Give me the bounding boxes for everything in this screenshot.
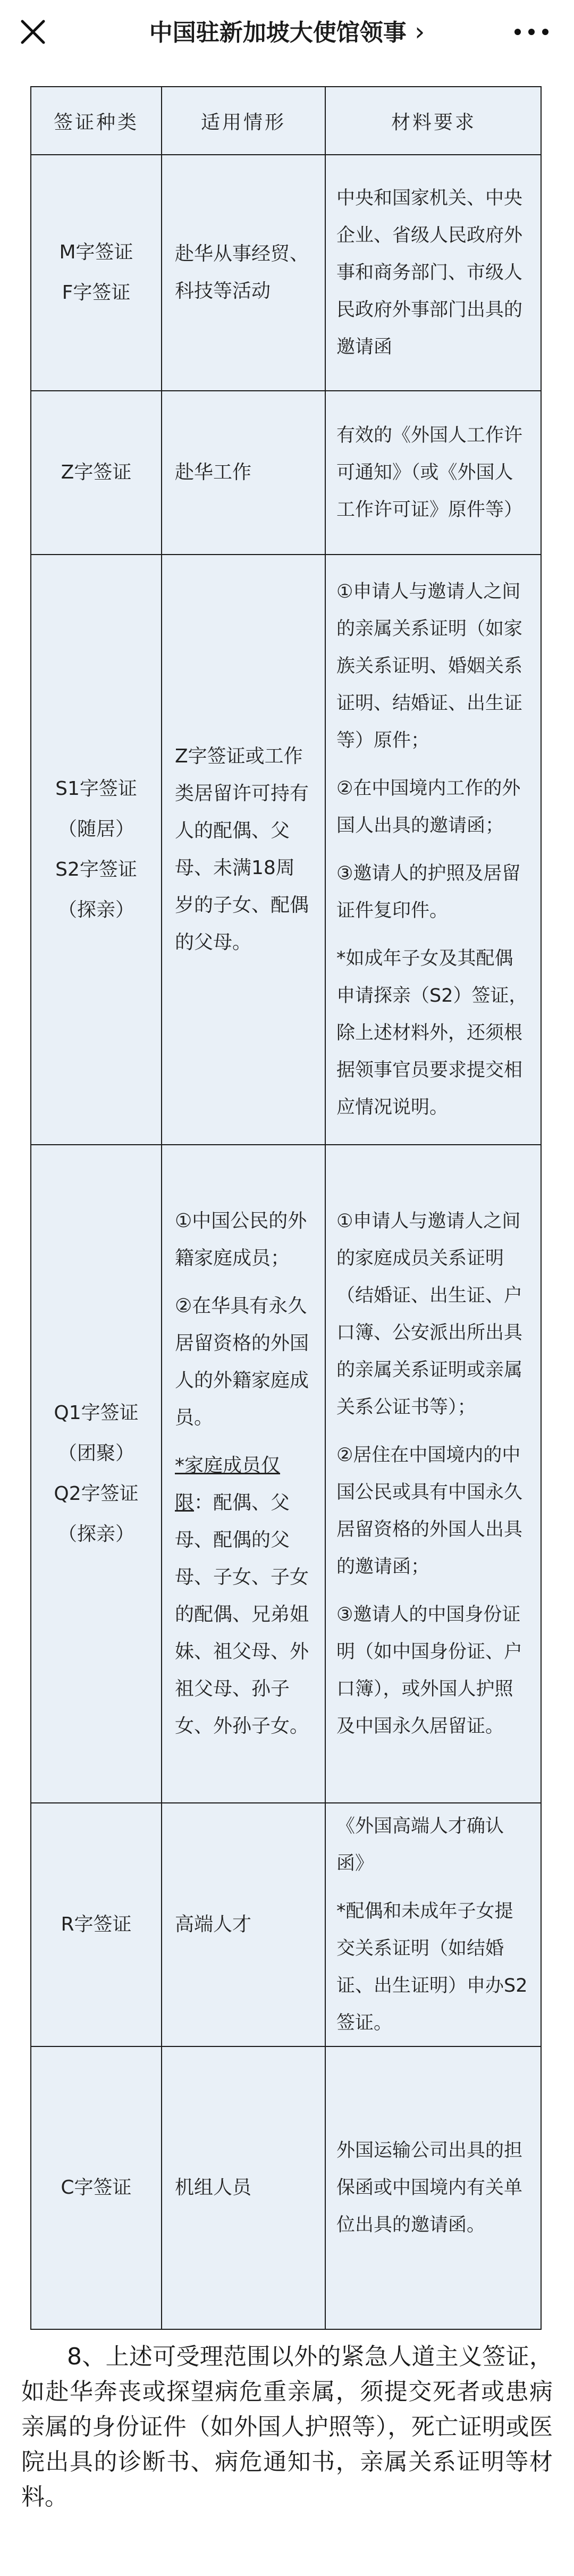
table-row <box>31 155 541 390</box>
materials-text: ①申请人与邀请人之间的亲属关系证明（如家族关系证明、婚姻关系证明、结婚证、出生证等）原件； <box>336 581 523 751</box>
visa-type: F字签证 <box>62 282 131 304</box>
materials-text: ③邀请人的中国身份证明（如中国身份证、户口簿），或外国人护照及中国永久居留证。 <box>336 1604 523 1737</box>
nav-bar <box>0 0 574 64</box>
materials-text: ②居住在中国境内的中国公民或具有中国永久居留资格的外国人出具的邀请函； <box>336 1445 523 1578</box>
materials-cell <box>326 155 542 390</box>
table-row <box>31 1803 541 2046</box>
materials-text: 《外国高端人才确认函》 <box>336 1816 504 1874</box>
situation-cell <box>162 1145 325 1802</box>
table-row <box>31 1145 541 1802</box>
materials-note: *配偶和未成年子女提交关系证明（如结婚证、出生证明）申办S2签证。 <box>336 1901 528 2034</box>
materials-text: ③邀请人的护照及居留证件复印件。 <box>336 863 521 921</box>
materials-cell <box>326 2047 542 2328</box>
visa-type: S2字签证 <box>55 859 137 880</box>
situation-cell <box>162 2047 325 2328</box>
situation-cell <box>162 1803 325 2046</box>
materials-cell <box>326 555 542 1144</box>
visa-type: （探亲） <box>57 899 134 921</box>
visa-type-cell <box>31 155 161 390</box>
visa-type-cell <box>31 1803 161 2046</box>
situation-note <box>175 1447 312 1745</box>
visa-type-cell <box>31 1145 161 1802</box>
visa-type: Q2字签证 <box>54 1483 139 1505</box>
situation-text: ①中国公民的外籍家庭成员； <box>175 1210 307 1269</box>
visa-type-cell <box>31 555 161 1144</box>
situation-cell <box>162 155 325 390</box>
materials-cell <box>326 391 542 554</box>
table-row <box>31 391 541 554</box>
more-options-icon[interactable] <box>505 16 558 48</box>
header-visa-type: 签证种类 <box>53 111 139 133</box>
visa-type-cell <box>31 2047 161 2328</box>
situation-text: Z字签证或工作类居留许可持有人的配偶、父母、未满18周岁的子女、配偶的父母。 <box>175 745 309 953</box>
materials-cell <box>326 1803 542 2046</box>
visa-requirements-table <box>30 86 542 2330</box>
situation-cell <box>162 555 325 1144</box>
close-icon[interactable] <box>11 10 55 54</box>
materials-text: 中央和国家机关、中央企业、省级人民政府外事和商务部门、市级人民政府外事部门出具的邀请函 <box>336 188 523 358</box>
situation-text: 高端人才 <box>175 1914 252 1935</box>
visa-type: Q1字签证 <box>54 1402 139 1424</box>
visa-type: R字签证 <box>61 1914 132 1935</box>
visa-type: （团聚） <box>57 1442 134 1464</box>
visa-type: （随居） <box>57 818 134 840</box>
header-materials: 材料要求 <box>391 111 476 133</box>
visa-type: S1字签证 <box>55 778 137 800</box>
table-row <box>31 2047 541 2328</box>
table-row <box>31 555 541 1144</box>
materials-cell <box>326 1145 542 1802</box>
situation-cell <box>162 391 325 554</box>
footnote-paragraph: 8、上述可受理范围以外的紧急人道主义签证，如赴华奔丧或探望病危重亲属，须提交死者或患病亲属的身份证件（如外国人护照等），死亡证明或医院出具的诊断书、病危通知书，亲属关系证明等材料。 <box>21 2343 553 2511</box>
materials-text: ①申请人与邀请人之间的家庭成员关系证明（结婚证、出生证、户口簿、公安派出所出具的亲属关系证明或亲属关系公证书等）； <box>336 1211 523 1418</box>
page-title-link[interactable] <box>117 15 457 50</box>
chevron-right-icon: › <box>415 17 425 47</box>
header-situation: 适用情形 <box>200 111 286 133</box>
situation-note-text: ：配偶、父母、配偶的父母、子女、子女的配偶、兄弟姐妹、祖父母、外祖父母、孙子女、外孙子女。 <box>175 1492 309 1737</box>
visa-type-cell <box>31 391 161 554</box>
situation-text: 赴华从事经贸、科技等活动 <box>175 243 309 302</box>
page-title: 中国驻新加坡大使馆领事 <box>149 19 407 46</box>
materials-text: 外国运输公司出具的担保函或中国境内有关单位出具的邀请函。 <box>336 2139 523 2236</box>
materials-note: *如成年子女及其配偶申请探亲（S2）签证，除上述材料外，还须根据领事官员要求提交相应情况说明。 <box>336 948 528 1118</box>
situation-note-label: *家庭成员仅限 <box>175 1455 281 1514</box>
visa-type: （探亲） <box>57 1523 134 1545</box>
materials-text: 有效的《外国人工作许可通知》（或《外国人工作许可证》原件等） <box>336 425 523 521</box>
situation-text: 机组人员 <box>175 2176 252 2199</box>
situation-text: 赴华工作 <box>175 462 252 483</box>
situation-text: ②在华具有永久居留资格的外国人的外籍家庭成员。 <box>175 1295 309 1429</box>
materials-text: ②在中国境内工作的外国人出具的邀请函； <box>336 778 521 836</box>
visa-type: Z字签证 <box>61 462 132 483</box>
visa-type: C字签证 <box>61 2176 132 2199</box>
visa-type: M字签证 <box>59 241 133 263</box>
